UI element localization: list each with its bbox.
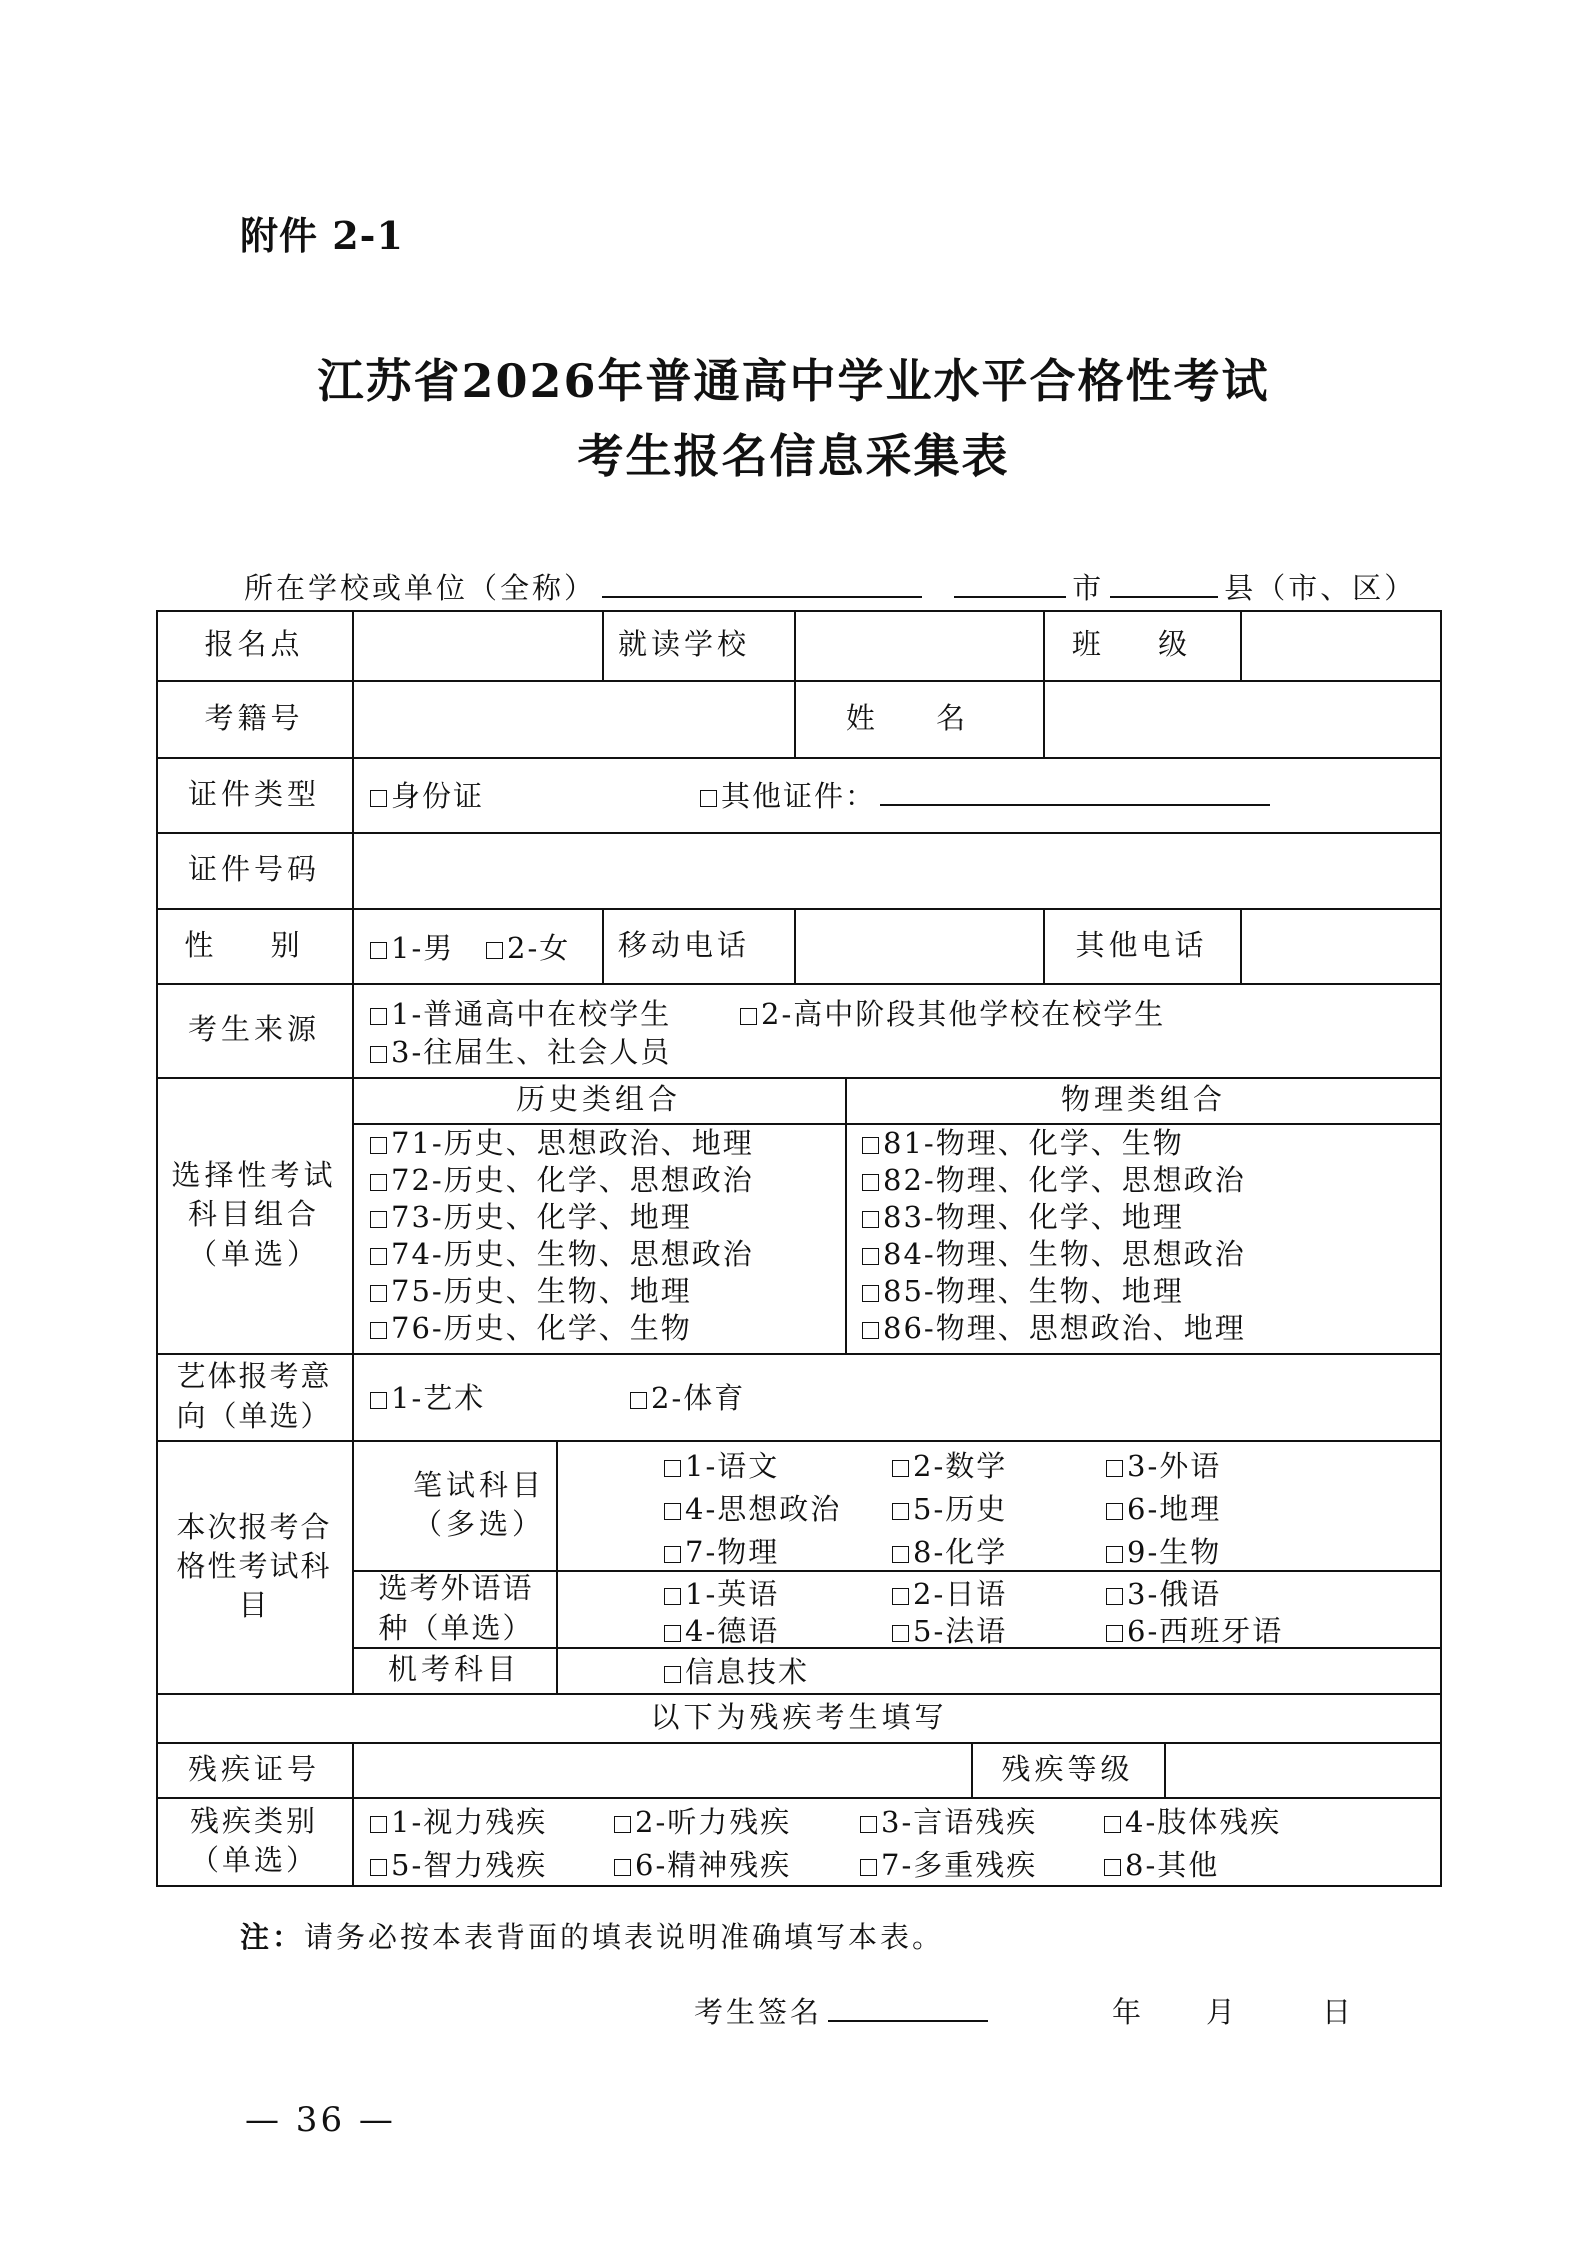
id-type-label: 证件类型 [187,776,320,811]
exam-id-field[interactable] [354,682,794,757]
option-label: 2-女 [507,931,571,965]
source-option-2[interactable] [740,996,1165,1032]
arts-option-art[interactable] [370,1380,485,1416]
option-label: 82-物理、化学、思想政治 [883,1163,1246,1197]
option-label: 8-化学 [913,1535,1008,1569]
checkbox[interactable] [486,942,503,959]
arts-option-sports[interactable] [630,1380,745,1416]
rule [156,1797,1442,1799]
written-subjects-label: 笔试科目（多选） [412,1467,545,1541]
option-label: 86-物理、思想政治、地理 [883,1311,1246,1345]
option-label: 72-历史、化学、思想政治 [391,1163,754,1197]
checkbox[interactable] [860,1816,877,1833]
option-label: 3-往届生、社会人员 [391,1035,672,1069]
disability-type-option[interactable] [1104,1804,1281,1840]
written-subject-option[interactable] [664,1534,779,1570]
option-label: 74-历史、生物、思想政治 [391,1237,754,1271]
checkbox[interactable] [370,1211,387,1228]
option-label: 1-男 [391,931,455,965]
disability-type-option[interactable] [614,1804,791,1840]
written-subject-option[interactable] [1106,1448,1221,1484]
option-label: 1-英语 [685,1577,780,1611]
written-subject-option[interactable] [1106,1534,1221,1570]
signature-label-group [694,1990,988,2031]
checkbox[interactable] [664,1666,681,1683]
written-subject-option[interactable] [892,1534,1007,1570]
language-option[interactable] [892,1613,1007,1649]
note-text: 请务必按本表背面的填表说明准确填写本表。 [304,1920,945,1954]
footnote [240,1915,944,1956]
county-blank[interactable] [1110,568,1218,598]
written-subject-option[interactable] [664,1448,779,1484]
checkbox[interactable] [700,790,717,807]
other-phone-label: 其他电话 [1075,927,1208,962]
school-label: 所在学校或单位（全称） [244,571,597,605]
disability-type-option[interactable] [1104,1847,1219,1883]
disability-cert-label: 残疾证号 [187,1751,320,1786]
checkbox[interactable] [664,1588,681,1605]
option-label: 4-思想政治 [685,1492,842,1526]
physics-group-header: 物理类组合 [1060,1082,1226,1117]
checkbox[interactable] [892,1503,909,1520]
computer-subject-option[interactable] [664,1654,809,1690]
option-label: 1-普通高中在校学生 [391,997,672,1031]
option-label: 3-言语残疾 [881,1805,1038,1839]
physics-combo-option[interactable] [862,1125,1184,1161]
disability-level-field[interactable] [1166,1744,1440,1797]
school-label-cell: 就读学校 [618,627,751,662]
disability-type-option[interactable] [614,1847,791,1883]
gender-option-female[interactable] [486,930,570,966]
written-subject-option[interactable] [892,1491,1007,1527]
language-option[interactable] [1106,1613,1283,1649]
option-label: 身份证 [391,779,485,813]
other-id-blank[interactable] [880,778,1270,806]
option-label: 2-高中阶段其他学校在校学生 [761,997,1166,1031]
option-label: 4-肢体残疾 [1125,1805,1282,1839]
arts-label: 艺体报考意向（单选） [176,1359,332,1433]
id-type-option-idcard[interactable] [370,778,484,814]
option-label: 75-历史、生物、地理 [391,1274,692,1308]
checkbox[interactable] [370,1285,387,1302]
source-option-3[interactable] [370,1034,671,1070]
checkbox[interactable] [1106,1588,1123,1605]
name-field[interactable] [1045,682,1440,757]
option-label: 6-精神残疾 [635,1848,792,1882]
option-label: 5-智力残疾 [391,1848,548,1882]
history-combo-option[interactable] [370,1162,754,1198]
checkbox[interactable] [370,1137,387,1154]
option-label: 4-德语 [685,1614,780,1648]
language-option[interactable] [892,1576,1007,1612]
history-combo-option[interactable] [370,1273,692,1309]
option-label: 85-物理、生物、地理 [883,1274,1184,1308]
option-label: 9-生物 [1127,1535,1222,1569]
checkbox[interactable] [892,1625,909,1642]
physics-combo-option[interactable] [862,1236,1246,1272]
disability-type-option[interactable] [370,1847,547,1883]
signature-label: 考生签名 [694,1995,823,2029]
checkbox[interactable] [892,1588,909,1605]
option-label: 信息技术 [685,1655,810,1689]
checkbox[interactable] [1104,1859,1121,1876]
written-subject-option[interactable] [1106,1491,1221,1527]
gender-option-male[interactable] [370,930,454,966]
table-border-bottom [156,1885,1442,1887]
reg-point-label: 报名点 [204,627,304,662]
county-suffix: 县（市、区） [1224,571,1417,605]
date-day: 日 [1322,1995,1355,2029]
checkbox[interactable] [370,1008,387,1025]
computer-subject-label: 机考科目 [387,1652,520,1687]
physics-combo-option[interactable] [862,1199,1184,1235]
checkbox[interactable] [1106,1503,1123,1520]
id-number-field[interactable] [354,834,1440,908]
reg-point-field[interactable] [354,612,602,680]
option-label: 其他证件： [721,779,877,813]
checkbox[interactable] [1106,1625,1123,1642]
rule [156,1440,1442,1442]
history-combo-option[interactable] [370,1310,692,1346]
note-prefix: 注： [240,1920,305,1954]
option-label: 6-地理 [1127,1492,1222,1526]
option-label: 7-物理 [685,1535,780,1569]
option-label: 81-物理、化学、生物 [883,1126,1184,1160]
page-number: — 36 — [245,2100,396,2140]
exam-id-label: 考籍号 [204,700,304,735]
id-number-label: 证件号码 [187,852,320,887]
option-label: 2-听力残疾 [635,1805,792,1839]
checkbox[interactable] [370,1816,387,1833]
checkbox[interactable] [862,1248,879,1265]
city-blank[interactable] [954,568,1066,598]
option-label: 1-艺术 [391,1381,486,1415]
option-label: 76-历史、化学、生物 [391,1311,692,1345]
checkbox[interactable] [370,942,387,959]
selective-label: 选择性考试科目组合（单选） [171,1158,337,1271]
city-suffix: 市 [1072,571,1105,605]
other-phone-field[interactable] [1242,910,1440,983]
form-title-line2: 考生报名信息采集表 [577,429,1010,483]
checkbox[interactable] [370,1392,387,1409]
language-option[interactable] [664,1613,779,1649]
checkbox[interactable] [860,1859,877,1876]
school-field[interactable] [796,612,1043,680]
option-label: 5-历史 [913,1492,1008,1526]
checkbox[interactable] [370,1248,387,1265]
option-label: 3-俄语 [1127,1577,1222,1611]
checkbox[interactable] [370,1322,387,1339]
written-subject-option[interactable] [664,1491,841,1527]
checkbox[interactable] [862,1211,879,1228]
gender-label: 性 别 [184,927,324,962]
history-combo-option[interactable] [370,1236,754,1272]
checkbox[interactable] [1106,1460,1123,1477]
physics-combo-option[interactable] [862,1310,1246,1346]
option-label: 2-日语 [913,1577,1008,1611]
disability-type-label: 残疾类别（单选） [189,1803,318,1877]
checkbox[interactable] [862,1137,879,1154]
option-label: 2-体育 [651,1381,746,1415]
date-month: 月 [1206,1995,1239,2029]
written-subject-option[interactable] [892,1448,1007,1484]
option-label: 2-数学 [913,1449,1008,1483]
checkbox[interactable] [614,1816,631,1833]
checkbox[interactable] [370,1174,387,1191]
checkbox[interactable] [1104,1816,1121,1833]
school-name-blank[interactable] [602,568,922,598]
language-option[interactable] [1106,1576,1221,1612]
checkbox[interactable] [370,790,387,807]
option-label: 7-多重残疾 [881,1848,1038,1882]
checkbox[interactable] [370,1859,387,1876]
physics-combo-option[interactable] [862,1273,1184,1309]
option-label: 6-西班牙语 [1127,1614,1284,1648]
checkbox[interactable] [862,1285,879,1302]
rule [352,610,354,1693]
source-label: 考生来源 [187,1012,320,1047]
disability-type-option[interactable] [860,1847,1037,1883]
physics-combo-option[interactable] [862,1162,1246,1198]
checkbox[interactable] [892,1460,909,1477]
disability-cert-field[interactable] [354,1744,971,1797]
rule [156,1353,1442,1355]
mobile-field[interactable] [796,910,1043,983]
class-label: 班 级 [1071,627,1212,662]
option-label: 8-其他 [1125,1848,1220,1882]
attachment-label: 附件 2-1 [240,213,404,258]
option-label: 73-历史、化学、地理 [391,1200,692,1234]
rule [556,1440,558,1693]
checkbox[interactable] [664,1503,681,1520]
checkbox[interactable] [664,1460,681,1477]
option-label: 83-物理、化学、地理 [883,1200,1184,1234]
disability-type-option[interactable] [370,1804,547,1840]
checkbox[interactable] [862,1174,879,1191]
checkbox[interactable] [370,1046,387,1063]
option-label: 5-法语 [913,1614,1008,1648]
checkbox[interactable] [664,1625,681,1642]
signature-blank[interactable] [828,1994,988,2022]
language-label: 选考外语语种（单选） [378,1571,534,1645]
disability-type-option[interactable] [860,1804,1037,1840]
option-label: 71-历史、思想政治、地理 [391,1126,754,1160]
language-option[interactable] [664,1576,779,1612]
option-label: 1-视力残疾 [391,1805,548,1839]
option-label: 3-外语 [1127,1449,1222,1483]
disability-level-label: 残疾等级 [1001,1751,1134,1786]
class-field[interactable] [1242,612,1440,680]
source-option-1[interactable] [370,996,671,1032]
checkbox[interactable] [892,1546,909,1563]
checkbox[interactable] [862,1322,879,1339]
history-group-header: 历史类组合 [515,1082,681,1117]
form-title-line1: 江苏省2026年普通高中学业水平合格性考试 [317,354,1270,408]
checkbox[interactable] [614,1859,631,1876]
registration-form-table [156,610,1442,1887]
history-combo-option[interactable] [370,1125,754,1161]
checkbox[interactable] [630,1392,647,1409]
date-year: 年 [1112,1995,1145,2029]
checkbox[interactable] [740,1008,757,1025]
name-label: 姓 名 [845,700,992,735]
id-type-option-other[interactable] [700,778,1270,814]
disability-section-title: 以下为残疾考生填写 [650,1699,948,1734]
mobile-label: 移动电话 [618,927,751,962]
option-label: 1-语文 [685,1449,780,1483]
checkbox[interactable] [664,1546,681,1563]
subjects-label: 本次报考合格性考试科目 [176,1509,332,1623]
option-label: 84-物理、生物、思想政治 [883,1237,1246,1271]
checkbox[interactable] [1106,1546,1123,1563]
school-line [244,566,1416,607]
history-combo-option[interactable] [370,1199,692,1235]
